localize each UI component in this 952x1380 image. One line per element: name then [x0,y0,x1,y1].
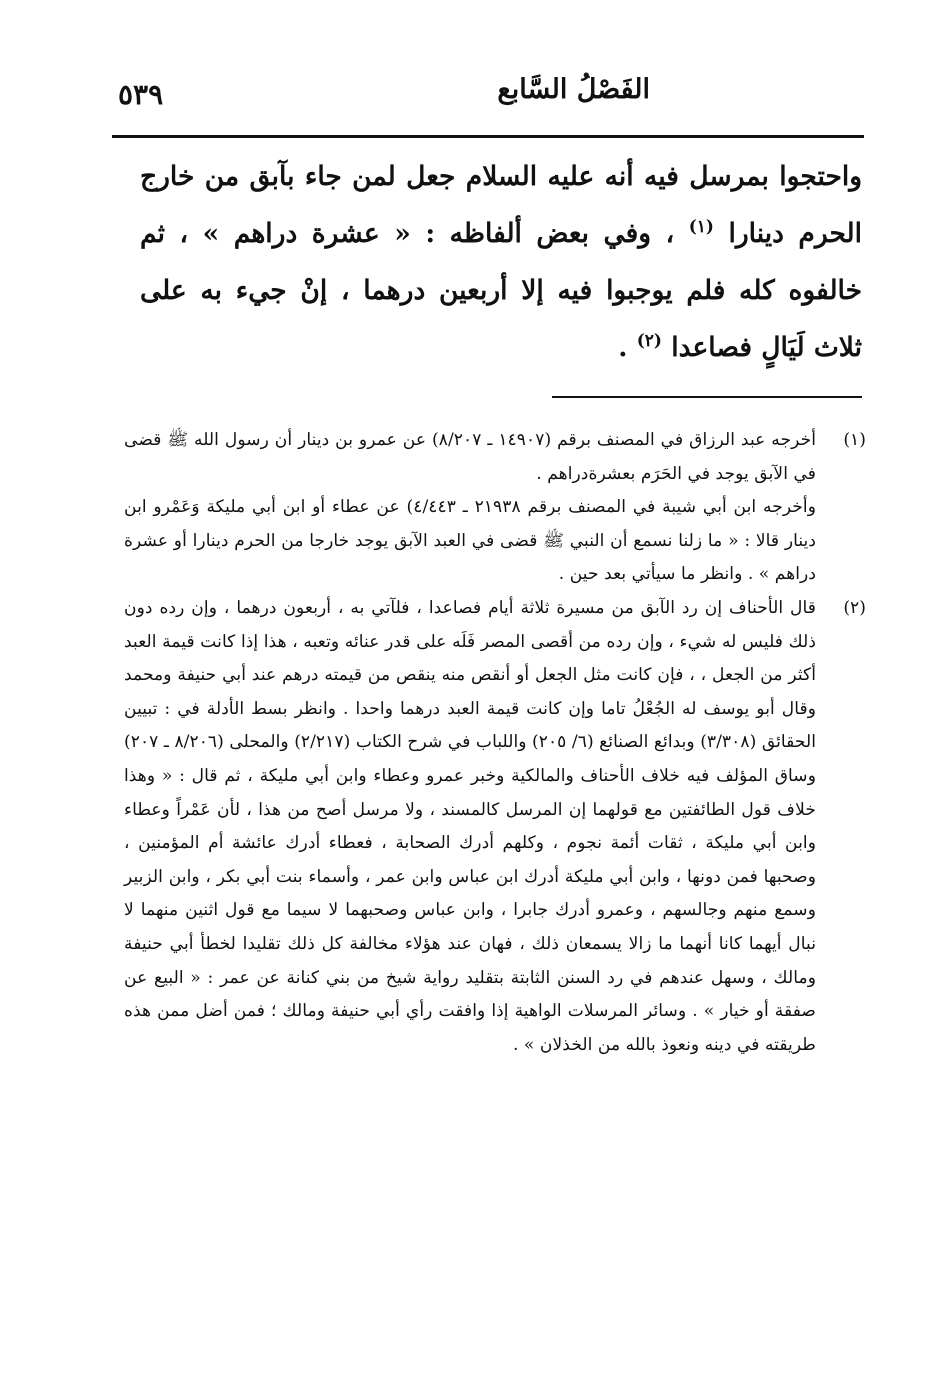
footnote-number: (١) [843,430,866,450]
footnote-separator [552,396,862,398]
main-text-part: ، وفي بعض ألفاظه : « عشرة دراهم » ، ثم خالفوه كله فلم يوجبوا فيه إلا أربعين درهما ، إنْ جيء به على ثلاث لَيَالٍ فصاعدا [140,218,862,363]
footnote-paragraph: وأخرجه ابن أبي شيبة في المصنف برقم ٢١٩٣٨ ـ ٤/٤٤٣) عن عطاء أو ابن أبي مليكة وَعَمْرو ابن دينار قالا : « ما زلنا نسمع أن النبي ﷺ قضى في العبد الآبق يوجد خارجا من الحرم دينارا أو عشرة دراهم » . وانظر ما سيأتي بعد حين . [124,497,816,585]
main-text-part: واحتجوا بمرسل فيه أنه عليه السلام جعل لمن جاء بآبق من خارج الحرم دينارا [140,161,862,249]
main-text [140,148,862,376]
page-header [112,70,864,130]
footnote-2 [124,592,866,1062]
footnote-ref-2: (٢) [636,331,662,352]
running-title: الفَصْلُ السَّابع [497,74,650,105]
footnote-1 [124,424,866,592]
footnote-ref-1: (١) [688,217,714,238]
footnote-paragraph: أخرجه عبد الرزاق في المصنف برقم (١٤٩٠٧ ـ ٨/٢٠٧) عن عمرو بن دينار أن رسول الله ﷺ قضى في الآبق يوجد في الحَرَم بعشرةدراهم . [124,430,817,484]
header-rule [112,135,864,138]
footnote-number: (٢) [843,597,866,618]
footnotes [124,424,866,1062]
main-text-part: . [618,332,628,363]
main-paragraph [140,148,862,376]
page-number: ٥٣٩ [118,78,164,111]
footnote-paragraph: قال الأحناف إن رد الآبق من مسيرة ثلاثة أيام فصاعدا ، فلآتي به ، أربعون درهما ، وإن رده دون ذلك فليس له شيء ، وإن رده من أقصى المصر فَلَه على قدر عنائه وتعبه ، هذا إذا كانت قيمة العبد أكثر من الجعل ، ، فإن كانت مثل الجعل أو أنقص منه ينقص من قيمته درهم عند أبي حنيفة ومحمد وقال أبو يوسف له الجُعْلُ تاما وإن كانت قيمة العبد درهما واحدا . وانظر بسط الأدلة في : تبيين الحقائق (٣/٣٠٨) وبدائع الصنائع (٦/ ٢٠٥) واللباب في شرح الكتاب (٢/٢١٧) والمحلى (٨/٢٠٦ ـ ٢٠٧) وساق المؤلف فيه خلاف الأحناف والمالكية وخبر عمرو وعطاء وابن أبي مليكة ، ثم قال : « وهذا خلاف قول الطائفتين مع قولهما إن المرسل كالمسند ، ولا مرسل أصح من هذا ، لأن عَمْراً وعطاء وابن أبي مليكة ، ثقات أئمة نجوم ، وكلهم أدرك الصحابة ، فعطاء أدرك عائشة أم المؤمنين ، وصحبها فمن دونها ، وابن أبي مليكة أدرك ابن عباس وابن عمر ، وأسماء بنت أبي بكر ، وابن الزبير وسمع منهم وجالسهم ، وعمرو أدرك جابرا ، وابن عباس وصحبهما لا سيما مع قول اثنين منهما لا نبال أيهما كانا أنهما ما زالا يسمعان ذلك ، فهان عند هؤلاء مخالفة كل ذلك تقليدا لخطأ أبي حنيفة ومالك ، وسهل عندهم في رد السنن الثابتة بتقليد رواية شيخ من بني كنانة عن عمر : « البيع عن صفقة أو خيار » . وسائر المرسلات الواهية إذا وافقت رأي أبي حنيفة ومالك ؛ فمن أضل ممن هذه طريقته في دينه ونعوذ بالله من الخذلان » . [124,597,816,1055]
